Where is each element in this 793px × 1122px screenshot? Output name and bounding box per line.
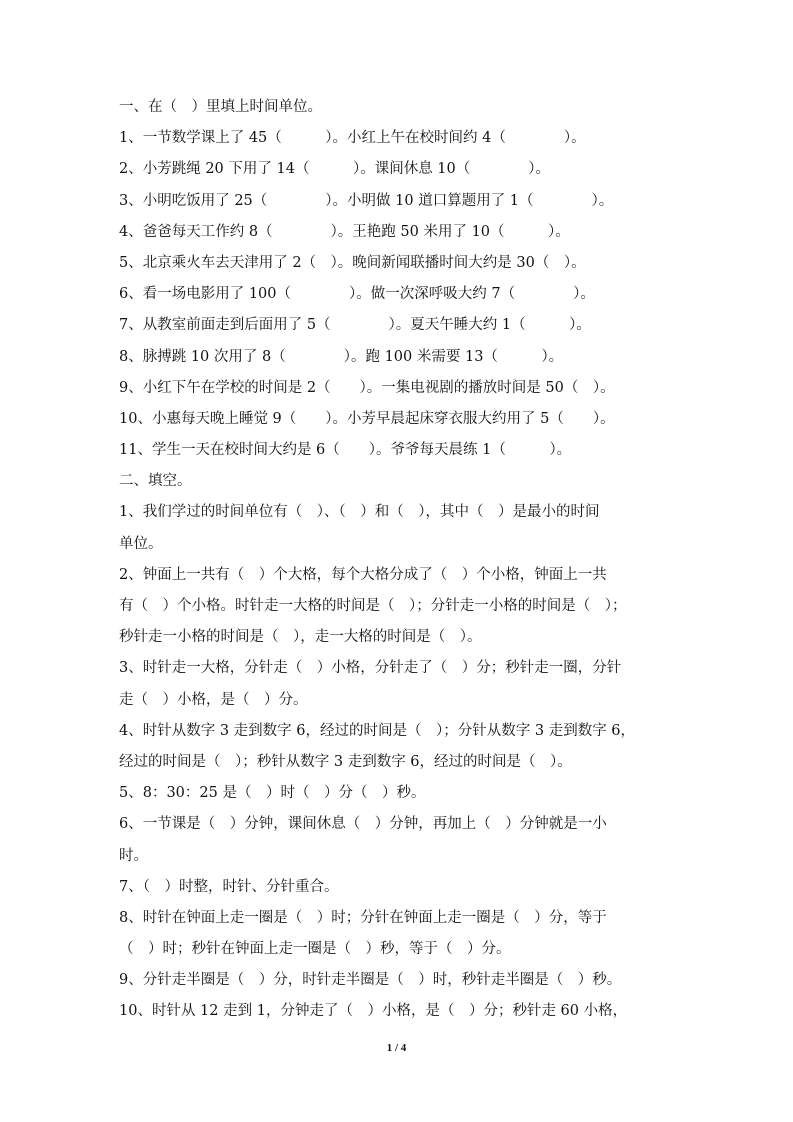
question-line: 2、小芳跳绳 20 下用了 14（ ）。课间休息 10（ ）。 (119, 161, 551, 178)
question-line: 走（ ）小格，是（ ）分。 (119, 691, 308, 708)
question-line: 1、我们学过的时间单位有（ ）、（ ）和（ ），其中（ ）是最小的时间 (119, 504, 600, 521)
question-line: 3、时针走一大格，分针走（ ）小格，分针走了（ ）分；秒针走一圈，分针 (119, 660, 622, 677)
page-number: 1 / 4 (386, 1042, 407, 1054)
question-line: 3、小明吃饭用了 25（ ）。小明做 10 道口算题用了 1（ ）。 (119, 192, 614, 209)
question-line: （ ）时；秒针在钟面上走一圈是（ ）秒，等于（ ）分。 (119, 941, 511, 958)
question-line: 7、（ ）时整，时针、分针重合。 (119, 878, 339, 895)
question-line: 10、小惠每天晚上睡觉 9（ ）。小芳早晨起床穿衣服大约用了 5（ ）。 (119, 410, 615, 427)
question-line: 10、时针从 12 走到 1，分钟走了（ ）小格，是（ ）分；秒针走 60 小格， (119, 1003, 628, 1020)
section-heading-1: 一、在（ ）里填上时间单位。 (119, 99, 322, 115)
worksheet-body (119, 92, 679, 1028)
question-line: 1、一节数学课上了 45（ ）。小红上午在校时间约 4（ ）。 (119, 130, 586, 147)
question-line: 7、从教室前面走到后面用了 5（ ）。夏天午睡大约 1（ ）。 (119, 317, 591, 334)
question-line: 5、北京乘火车去天津用了 2（ ）。晚间新闻联播时间大约是 30（ ）。 (119, 254, 586, 271)
question-line: 6、看一场电影用了 100（ ）。做一次深呼吸大约 7（ ）。 (119, 286, 595, 303)
question-line: 11、学生一天在校时间大约是 6（ ）。爷爷每天晨练 1（ ）。 (119, 442, 572, 459)
question-line: 8、时针在钟面上走一圈是（ ）时；分针在钟面上走一圈是（ ）分，等于 (119, 909, 607, 926)
question-line: 9、小红下午在学校的时间是 2（ ）。一集电视剧的播放时间是 50（ ）。 (119, 379, 615, 396)
question-line: 有（ ）个小格。时针走一大格的时间是（ ）；分针走一小格的时间是（ ）； (119, 598, 627, 614)
question-line: 时。 (119, 847, 148, 864)
question-line: 4、爸爸每天工作约 8（ ）。王艳跑 50 米用了 10（ ）。 (119, 223, 570, 240)
question-line: 2、钟面上一共有（ ）个大格，每个大格分成了（ ）个小格，钟面上一共 (119, 566, 607, 583)
question-line: 6、一节课是（ ）分钟，课间休息（ ）分钟，再加上（ ）分钟就是一小 (119, 816, 607, 833)
question-line: 5、8：30：25 是（ ）时（ ）分（ ）秒。 (119, 785, 426, 802)
question-line: 4、时针从数字 3 走到数字 6，经过的时间是（ ）；分针从数字 3 走到数字 6， (119, 722, 636, 739)
section-heading-2: 二、填空。 (119, 473, 192, 490)
question-line: 9、分针走半圈是（ ）分，时针走半圈是（ ）时，秒针走半圈是（ ）秒。 (119, 972, 622, 989)
question-line: 秒针走一小格的时间是（ ），走一大格的时间是（ ）。 (119, 629, 482, 646)
question-line: 8、脉搏跳 10 次用了 8（ ）。跑 100 米需要 13（ ）。 (119, 348, 564, 365)
question-line: 单位。 (119, 535, 163, 552)
question-line: 经过的时间是（ ）；秒针从数字 3 走到数字 6，经过的时间是（ ）。 (119, 753, 572, 770)
